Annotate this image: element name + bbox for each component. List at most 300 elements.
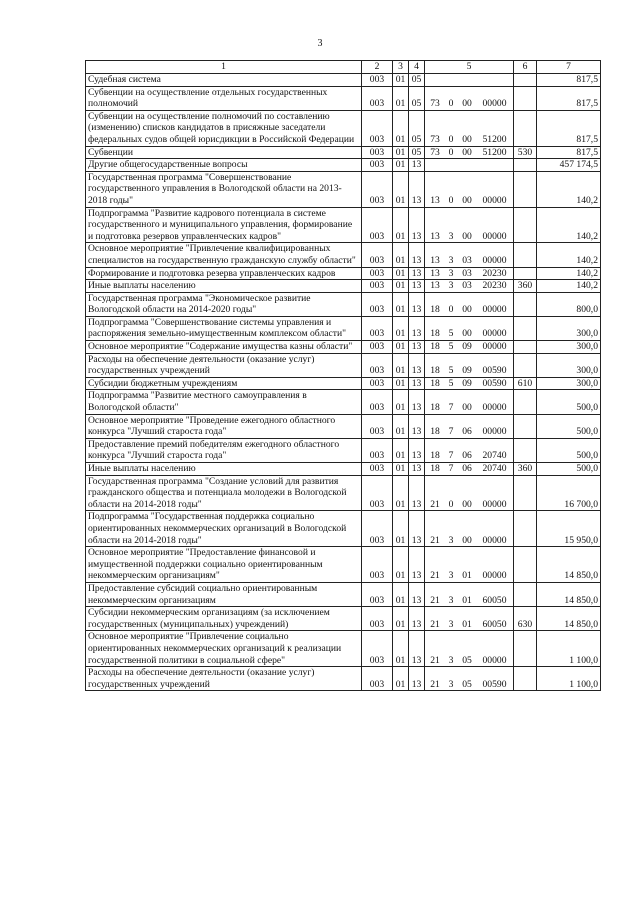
admin-code: 003 [362, 475, 393, 511]
target-article-part: 0 [448, 146, 454, 158]
section-code: 01 [393, 414, 409, 438]
subsection-code: 13 [409, 377, 425, 390]
table-row [86, 547, 601, 583]
target-article-part: 13 [430, 230, 440, 242]
target-article-part: 7 [448, 463, 454, 474]
target-article-part: 60050 [482, 594, 507, 606]
amount: 817,5 [537, 86, 601, 110]
target-article-part: 18 [430, 304, 440, 316]
target-article-part: 20230 [482, 267, 507, 279]
row-name: Другие общегосударственные вопросы [86, 159, 362, 172]
table-body [86, 74, 601, 691]
admin-code: 003 [362, 463, 393, 476]
target-article-part: 51200 [482, 146, 507, 158]
target-article-part: 20740 [482, 463, 507, 474]
target-article-parts [427, 268, 511, 280]
target-article-code [425, 607, 514, 631]
amount: 1 100,0 [537, 631, 601, 667]
admin-code: 003 [362, 243, 393, 267]
expense-type-code: 630 [514, 607, 537, 631]
target-article-part: 18 [430, 365, 440, 377]
row-name: Субвенции на осуществление полномочий по составлению (изменению) списков кандидатов в присяжные заседатели федеральных судов общей юрисдикции в Российской Федерации [86, 110, 362, 146]
target-article-part: 00000 [482, 402, 507, 414]
target-article-part: 0 [448, 194, 454, 206]
section-code: 01 [393, 667, 409, 691]
target-article-part: 21 [430, 654, 440, 666]
section-code: 01 [393, 316, 409, 340]
subsection-code: 05 [409, 146, 425, 159]
amount: 457 174,5 [537, 159, 601, 172]
subsection-code: 13 [409, 667, 425, 691]
target-article-part: 3 [448, 534, 454, 546]
subsection-code: 13 [409, 607, 425, 631]
expense-type-code [514, 353, 537, 377]
amount: 300,0 [537, 341, 601, 354]
section-code: 01 [393, 280, 409, 293]
target-article-part: 73 [430, 146, 440, 158]
target-article-part: 06 [462, 426, 472, 438]
target-article-code [425, 667, 514, 691]
expense-type-code [514, 159, 537, 172]
target-article-part: 3 [448, 654, 454, 666]
admin-code: 003 [362, 547, 393, 583]
target-article-part: 60050 [482, 618, 507, 630]
target-article-part: 73 [430, 98, 440, 110]
target-article-part: 06 [462, 463, 472, 474]
row-name: Судебная система [86, 74, 362, 87]
amount: 14 850,0 [537, 607, 601, 631]
row-name: Субвенции на осуществление отдельных государственных полномочий [86, 86, 362, 110]
expense-type-code [514, 171, 537, 207]
target-article-parts [427, 134, 511, 146]
target-article-part: 03 [462, 280, 472, 292]
target-article-parts [427, 328, 511, 340]
row-name: Иные выплаты населению [86, 463, 362, 476]
target-article-part: 00 [462, 194, 472, 206]
target-article-part: 3 [448, 230, 454, 242]
admin-code: 003 [362, 511, 393, 547]
target-article-part: 13 [430, 267, 440, 279]
admin-code: 003 [362, 438, 393, 462]
expense-type-code [514, 267, 537, 280]
expense-type-code [514, 667, 537, 691]
table-row [86, 341, 601, 354]
target-article-part: 21 [430, 534, 440, 546]
admin-code: 003 [362, 171, 393, 207]
admin-code: 003 [362, 316, 393, 340]
target-article-code [425, 171, 514, 207]
target-article-part: 5 [448, 365, 454, 377]
section-code: 01 [393, 267, 409, 280]
table-row [86, 280, 601, 293]
target-article-part: 51200 [482, 133, 507, 145]
target-article-code [425, 390, 514, 414]
target-article-part: 3 [448, 570, 454, 582]
target-article-part: 18 [430, 402, 440, 414]
section-code: 01 [393, 146, 409, 159]
target-article-code [425, 353, 514, 377]
subsection-code: 13 [409, 353, 425, 377]
target-article-part: 00000 [482, 230, 507, 242]
target-article-parts [427, 280, 511, 292]
row-name: Предоставление премий победителям ежегодного областного конкурса "Лучший староста года" [86, 438, 362, 462]
target-article-code [425, 547, 514, 583]
table-row [86, 377, 601, 390]
target-article-part: 00000 [482, 654, 507, 666]
target-article-part: 00000 [482, 426, 507, 438]
admin-code: 003 [362, 341, 393, 354]
table-row [86, 353, 601, 377]
expense-type-code [514, 511, 537, 547]
section-code: 01 [393, 438, 409, 462]
expense-type-code: 360 [514, 463, 537, 476]
table-row [86, 171, 601, 207]
table-row [86, 511, 601, 547]
section-code: 01 [393, 171, 409, 207]
amount: 140,2 [537, 267, 601, 280]
expense-type-code [514, 110, 537, 146]
expense-type-code [514, 631, 537, 667]
admin-code: 003 [362, 207, 393, 243]
target-article-parts [427, 255, 511, 267]
table-row [86, 463, 601, 476]
admin-code: 003 [362, 280, 393, 293]
table-row [86, 74, 601, 87]
target-article-part: 21 [430, 570, 440, 582]
target-article-part: 18 [430, 463, 440, 474]
target-article-parts [427, 535, 511, 547]
table-row [86, 631, 601, 667]
expense-type-code [514, 414, 537, 438]
target-article-parts [427, 679, 511, 691]
subsection-code: 13 [409, 511, 425, 547]
amount: 140,2 [537, 280, 601, 293]
target-article-part: 3 [448, 280, 454, 292]
section-code: 01 [393, 86, 409, 110]
target-article-part: 5 [448, 377, 454, 389]
amount: 140,2 [537, 171, 601, 207]
section-code: 01 [393, 377, 409, 390]
target-article-part: 00000 [482, 98, 507, 110]
subsection-code: 13 [409, 316, 425, 340]
budget-table [85, 60, 601, 691]
expense-type-code [514, 243, 537, 267]
subsection-code: 13 [409, 438, 425, 462]
target-article-part: 5 [448, 341, 454, 353]
target-article-part: 21 [430, 594, 440, 606]
section-code: 01 [393, 74, 409, 87]
target-article-part: 09 [462, 365, 472, 377]
row-name: Государственная программа "Экономическое развитие Вологодской области на 2014-2020 годы" [86, 292, 362, 316]
amount: 817,5 [537, 110, 601, 146]
amount: 817,5 [537, 74, 601, 87]
target-article-part: 5 [448, 328, 454, 340]
target-article-parts [427, 365, 511, 377]
expense-type-code [514, 438, 537, 462]
row-name: Основное мероприятие "Привлечение квалифицированных специалистов на государственную гражданскую службу области" [86, 243, 362, 267]
target-article-part: 05 [462, 654, 472, 666]
target-article-parts [427, 147, 511, 159]
target-article-part: 03 [462, 254, 472, 266]
target-article-part: 01 [462, 570, 472, 582]
section-code: 01 [393, 607, 409, 631]
table-row [86, 390, 601, 414]
target-article-code [425, 463, 514, 476]
target-article-part: 21 [430, 618, 440, 630]
header-cell: 3 [393, 61, 409, 74]
target-article-part: 00 [462, 304, 472, 316]
target-article-code [425, 267, 514, 280]
target-article-part: 3 [448, 618, 454, 630]
table-header-row [86, 61, 601, 74]
row-name: Государственная программа "Совершенствование государственного управления в Вологодской области на 2013-2018 годы" [86, 171, 362, 207]
subsection-code: 13 [409, 159, 425, 172]
subsection-code: 13 [409, 280, 425, 293]
target-article-code [425, 316, 514, 340]
row-name: Субсидии некоммерческим организациям (за исключением государственных (муниципальных) учреждений) [86, 607, 362, 631]
admin-code: 003 [362, 86, 393, 110]
expense-type-code [514, 582, 537, 606]
row-name: Основное мероприятие "Содержание имущества казны области" [86, 341, 362, 354]
row-name: Подпрограмма "Государственная поддержка социально ориентированных некоммерческих организаций в Вологодской области на 2014-2018 годы" [86, 511, 362, 547]
target-article-code [425, 414, 514, 438]
expense-type-code: 360 [514, 280, 537, 293]
amount: 500,0 [537, 438, 601, 462]
target-article-part: 01 [462, 594, 472, 606]
target-article-parts [427, 426, 511, 438]
amount: 800,0 [537, 292, 601, 316]
target-article-part: 7 [448, 402, 454, 414]
target-article-part: 00000 [482, 304, 507, 316]
target-article-part: 3 [448, 678, 454, 690]
target-article-part: 0 [448, 133, 454, 145]
target-article-part: 7 [448, 426, 454, 438]
row-name: Основное мероприятие "Проведение ежегодного областного конкурса "Лучший староста года" [86, 414, 362, 438]
section-code: 01 [393, 463, 409, 476]
target-article-part: 13 [430, 254, 440, 266]
target-article-parts [427, 341, 511, 353]
section-code: 01 [393, 475, 409, 511]
section-code: 01 [393, 390, 409, 414]
target-article-parts [427, 450, 511, 462]
admin-code: 003 [362, 390, 393, 414]
target-article-part: 13 [430, 280, 440, 292]
header-cell: 7 [537, 61, 601, 74]
expense-type-code [514, 341, 537, 354]
table-row [86, 582, 601, 606]
expense-type-code [514, 86, 537, 110]
target-article-part: 3 [448, 594, 454, 606]
target-article-code [425, 86, 514, 110]
target-article-code [425, 341, 514, 354]
section-code: 01 [393, 110, 409, 146]
amount: 14 850,0 [537, 582, 601, 606]
target-article-part: 09 [462, 341, 472, 353]
target-article-code [425, 582, 514, 606]
target-article-part: 00 [462, 402, 472, 414]
table-row [86, 438, 601, 462]
subsection-code: 13 [409, 414, 425, 438]
admin-code: 003 [362, 292, 393, 316]
subsection-code: 05 [409, 110, 425, 146]
target-article-part: 00 [462, 133, 472, 145]
admin-code: 003 [362, 110, 393, 146]
expense-type-code: 610 [514, 377, 537, 390]
target-article-part: 13 [430, 194, 440, 206]
target-article-part: 0 [448, 498, 454, 510]
expense-type-code [514, 207, 537, 243]
target-article-part: 00000 [482, 254, 507, 266]
target-article-part: 00590 [482, 678, 507, 690]
table-row [86, 475, 601, 511]
section-code: 01 [393, 547, 409, 583]
table-row [86, 292, 601, 316]
expense-type-code: 530 [514, 146, 537, 159]
amount: 15 950,0 [537, 511, 601, 547]
section-code: 01 [393, 353, 409, 377]
row-name: Основное мероприятие "Предоставление финансовой и имущественной поддержки социально ориентированным некоммерческим организациям" [86, 547, 362, 583]
target-article-part: 00 [462, 498, 472, 510]
target-article-code [425, 280, 514, 293]
target-article-parts [427, 378, 511, 390]
target-article-code [425, 243, 514, 267]
target-article-part: 03 [462, 267, 472, 279]
admin-code: 003 [362, 267, 393, 280]
target-article-part: 18 [430, 426, 440, 438]
subsection-code: 13 [409, 292, 425, 316]
target-article-part: 05 [462, 678, 472, 690]
target-article-parts [427, 499, 511, 511]
target-article-part: 3 [448, 267, 454, 279]
table-row [86, 86, 601, 110]
amount: 140,2 [537, 243, 601, 267]
target-article-part: 0 [448, 304, 454, 316]
target-article-code [425, 292, 514, 316]
subsection-code: 13 [409, 171, 425, 207]
target-article-part: 18 [430, 377, 440, 389]
target-article-parts [427, 595, 511, 607]
target-article-part: 21 [430, 498, 440, 510]
target-article-code [425, 159, 514, 172]
target-article-parts [427, 304, 511, 316]
admin-code: 003 [362, 631, 393, 667]
row-name: Формирование и подготовка резерва управленческих кадров [86, 267, 362, 280]
admin-code: 003 [362, 159, 393, 172]
target-article-part: 7 [448, 450, 454, 462]
target-article-part: 0 [448, 98, 454, 110]
target-article-part: 00000 [482, 534, 507, 546]
admin-code: 003 [362, 353, 393, 377]
target-article-part: 00590 [482, 377, 507, 389]
amount: 300,0 [537, 316, 601, 340]
target-article-part: 09 [462, 377, 472, 389]
admin-code: 003 [362, 377, 393, 390]
target-article-code [425, 207, 514, 243]
target-article-part: 00000 [482, 341, 507, 353]
target-article-code [425, 74, 514, 87]
table-row [86, 110, 601, 146]
table-row [86, 243, 601, 267]
target-article-parts [427, 402, 511, 414]
target-article-part: 00 [462, 146, 472, 158]
header-cell: 1 [86, 61, 362, 74]
expense-type-code [514, 292, 537, 316]
admin-code: 003 [362, 607, 393, 631]
table-row [86, 146, 601, 159]
target-article-part: 18 [430, 450, 440, 462]
row-name: Подпрограмма "Развитие кадрового потенциала в системе государственного и муниципального управления, формирование и подготовка резервов управленческих кадров" [86, 207, 362, 243]
target-article-part: 3 [448, 254, 454, 266]
subsection-code: 05 [409, 74, 425, 87]
section-code: 01 [393, 582, 409, 606]
row-name: Государственная программа "Создание условий для развития гражданского общества и потенциала молодежи в Вологодской области на 2014-2018 годы" [86, 475, 362, 511]
table-row [86, 414, 601, 438]
admin-code: 003 [362, 414, 393, 438]
expense-type-code [514, 316, 537, 340]
target-article-parts [427, 619, 511, 631]
row-name: Расходы на обеспечение деятельности (оказание услуг) государственных учреждений [86, 667, 362, 691]
target-article-part: 00000 [482, 498, 507, 510]
subsection-code: 13 [409, 475, 425, 511]
table-row [86, 316, 601, 340]
section-code: 01 [393, 511, 409, 547]
header-cell: 6 [514, 61, 537, 74]
target-article-part: 00 [462, 328, 472, 340]
target-article-part: 00590 [482, 365, 507, 377]
target-article-code [425, 110, 514, 146]
target-article-code [425, 511, 514, 547]
section-code: 01 [393, 207, 409, 243]
amount: 500,0 [537, 414, 601, 438]
target-article-code [425, 438, 514, 462]
amount: 140,2 [537, 207, 601, 243]
section-code: 01 [393, 631, 409, 667]
row-name: Расходы на обеспечение деятельности (оказание услуг) государственных учреждений [86, 353, 362, 377]
admin-code: 003 [362, 667, 393, 691]
target-article-parts [427, 98, 511, 110]
amount: 300,0 [537, 353, 601, 377]
target-article-part: 00 [462, 230, 472, 242]
subsection-code: 13 [409, 582, 425, 606]
target-article-part: 18 [430, 341, 440, 353]
target-article-parts [427, 655, 511, 667]
admin-code: 003 [362, 582, 393, 606]
target-article-code [425, 631, 514, 667]
amount: 1 100,0 [537, 667, 601, 691]
subsection-code: 13 [409, 207, 425, 243]
row-name: Подпрограмма "Совершенствование системы управления и распоряжения земельно-имущественным комплексом области" [86, 316, 362, 340]
target-article-part: 00 [462, 534, 472, 546]
amount: 500,0 [537, 390, 601, 414]
subsection-code: 13 [409, 243, 425, 267]
target-article-part: 06 [462, 450, 472, 462]
target-article-parts [427, 231, 511, 243]
target-article-code [425, 475, 514, 511]
target-article-part: 21 [430, 678, 440, 690]
amount: 16 700,0 [537, 475, 601, 511]
target-article-code [425, 146, 514, 159]
section-code: 01 [393, 159, 409, 172]
subsection-code: 13 [409, 631, 425, 667]
subsection-code: 13 [409, 341, 425, 354]
subsection-code: 13 [409, 463, 425, 476]
header-cell: 4 [409, 61, 425, 74]
page-number: 3 [317, 38, 323, 49]
target-article-part: 18 [430, 328, 440, 340]
target-article-part: 73 [430, 133, 440, 145]
amount: 300,0 [537, 377, 601, 390]
header-cell: 2 [362, 61, 393, 74]
